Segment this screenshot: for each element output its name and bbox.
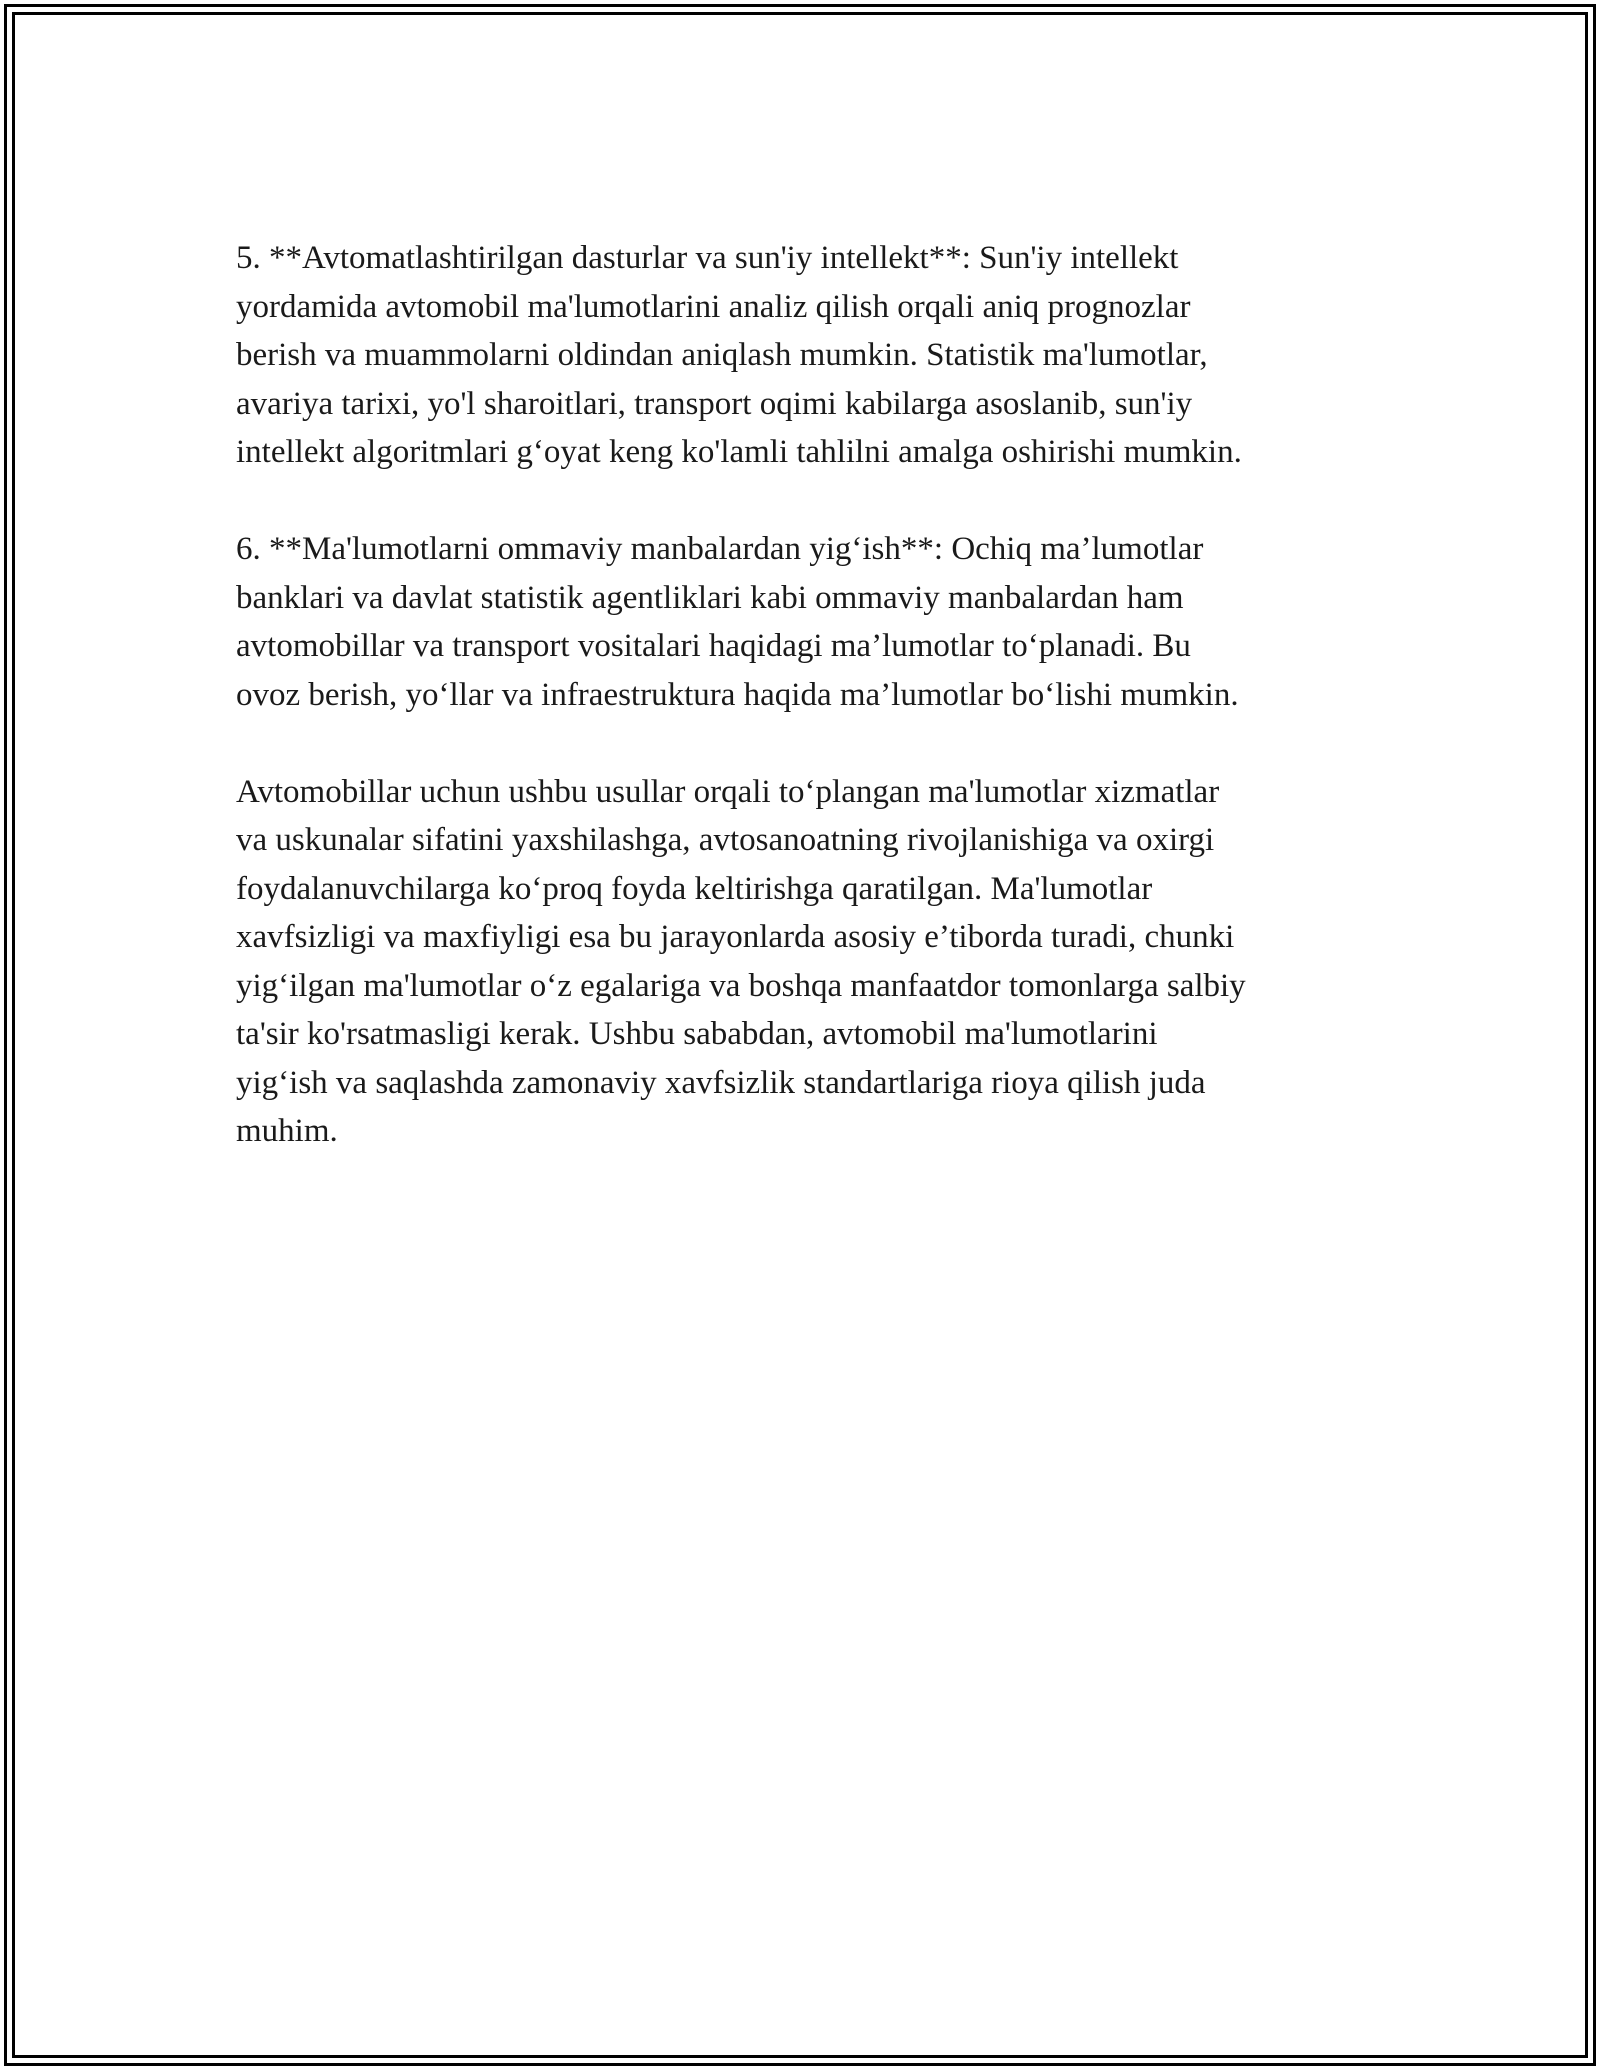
paragraph-public-sources: 6. **Ma'lumotlarni ommaviy manbalardan yig‘ish**: Ochiq ma’lumotlar banklari va davlat statistik agentliklari kabi ommaviy manbalardan ham avtomobillar va transport vositalari haqidagi ma’lumotlar to‘planadi. Bu ovoz berish, yo‘llar va infraestruktura haqida ma’lumotlar bo‘lishi mumkin. bbox=[236, 531, 1239, 713]
paragraph-ai-software: 5. **Avtomatlashtirilgan dasturlar va sun'iy intellekt**: Sun'iy intellekt yordamida avtomobil ma'lumotlarini analiz qilish orqali aniq prognozlar berish va muammolarni oldindan aniqlash mumkin. Statistik ma'lumotlar, avariya tarixi, yo'l sharoitlari, transport oqimi kabilarga asoslanib, sun'iy intellekt algoritmlari g‘oyat keng ko'lamli tahlilni amalga oshirishi mumkin. bbox=[236, 240, 1242, 470]
document-body bbox=[236, 234, 1376, 1156]
paragraph-conclusion: Avtomobillar uchun ushbu usullar orqali to‘plangan ma'lumotlar xizmatlar va uskunalar sifatini yaxshilashga, avtosanoatning rivojlanishiga va oxirgi foydalanuvchilarga ko‘proq foyda keltirishga qaratilgan. Ma'lumotlar xavfsizligi va maxfiyligi esa bu jarayonlarda asosiy e’tiborda turadi, chunki yig‘ilgan ma'lumotlar o‘z egalariga va boshqa manfaatdor tomonlarga salbiy ta'sir ko'rsatmasligi kerak. Ushbu sababdan, avtomobil ma'lumotlarini yig‘ish va saqlashda zamonaviy xavfsizlik standartlariga rioya qilish juda muhim. bbox=[236, 773, 1246, 1149]
